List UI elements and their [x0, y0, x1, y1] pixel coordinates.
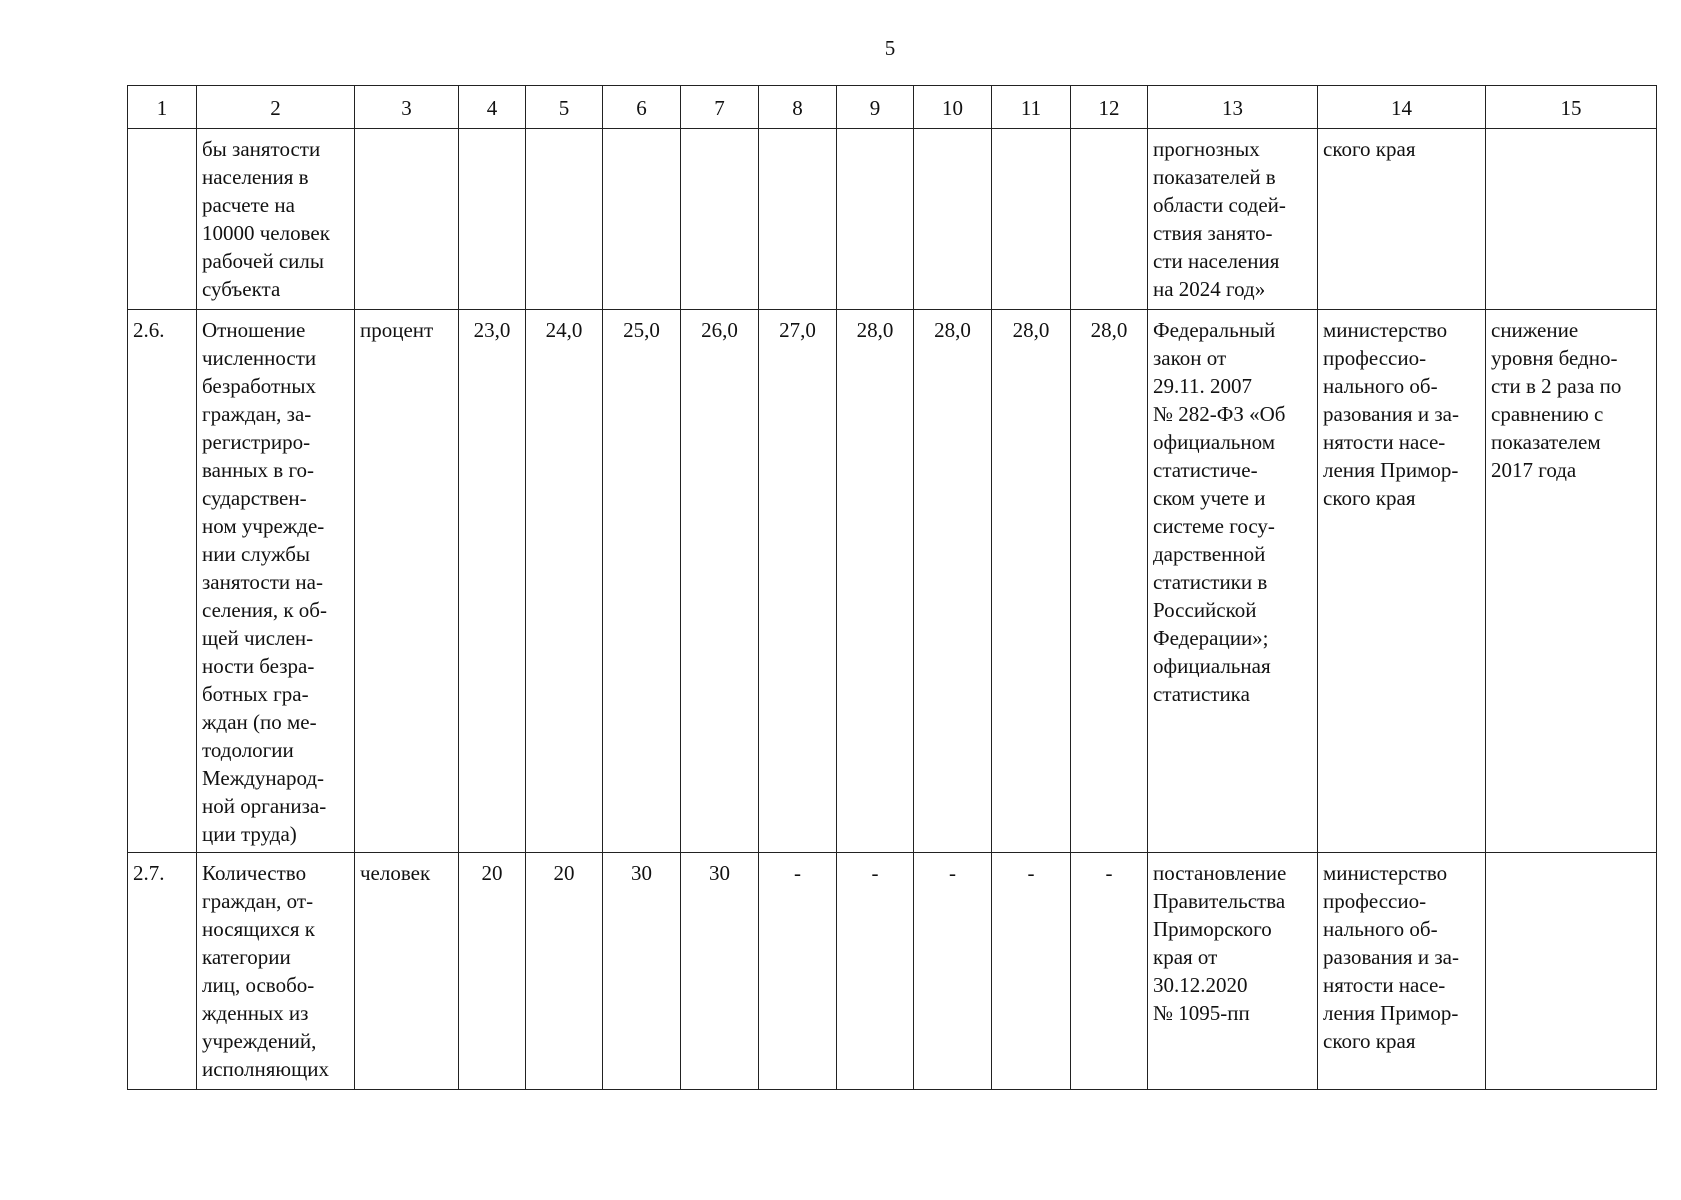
- column-header: 9: [837, 86, 914, 129]
- indicators-table: [127, 85, 1657, 1090]
- table-row: [128, 129, 1657, 310]
- column-header: 12: [1071, 86, 1148, 129]
- value-cell: -: [992, 853, 1071, 1090]
- responsible-cell: ского края: [1318, 129, 1486, 310]
- column-header: 3: [355, 86, 459, 129]
- value-cell: -: [1071, 853, 1148, 1090]
- unit-cell: человек: [355, 853, 459, 1090]
- value-cell: 28,0: [1071, 310, 1148, 853]
- result-cell: [1486, 129, 1657, 310]
- column-header: 8: [759, 86, 837, 129]
- value-cell: [1071, 129, 1148, 310]
- column-header: 1: [128, 86, 197, 129]
- column-header: 10: [914, 86, 992, 129]
- value-cell: 30: [681, 853, 759, 1090]
- row-number-cell: 2.7.: [128, 853, 197, 1090]
- value-cell: 20: [459, 853, 526, 1090]
- value-cell: -: [914, 853, 992, 1090]
- value-cell: 27,0: [759, 310, 837, 853]
- header-row: [128, 86, 1657, 129]
- unit-cell: [355, 129, 459, 310]
- row-number-cell: [128, 129, 197, 310]
- value-cell: [526, 129, 603, 310]
- value-cell: -: [837, 853, 914, 1090]
- value-cell: [914, 129, 992, 310]
- value-cell: 30: [603, 853, 681, 1090]
- row-number-cell: 2.6.: [128, 310, 197, 853]
- value-cell: 25,0: [603, 310, 681, 853]
- column-header: 7: [681, 86, 759, 129]
- source-cell: постановление Правительства Приморского края от 30.12.2020 № 1095-пп: [1148, 853, 1318, 1090]
- column-header: 5: [526, 86, 603, 129]
- indicator-name-cell: Количество граждан, от- носящихся к категории лиц, освобо- жденных из учреждений, исполняющих: [197, 853, 355, 1090]
- value-cell: 20: [526, 853, 603, 1090]
- value-cell: 23,0: [459, 310, 526, 853]
- value-cell: [837, 129, 914, 310]
- value-cell: [603, 129, 681, 310]
- unit-cell: процент: [355, 310, 459, 853]
- table-row: [128, 853, 1657, 1090]
- value-cell: [759, 129, 837, 310]
- value-cell: 24,0: [526, 310, 603, 853]
- responsible-cell: министерство профессио- нального об- разования и за- нятости насе- ления Примор- ского края: [1318, 310, 1486, 853]
- column-header: 11: [992, 86, 1071, 129]
- source-cell: Федеральный закон от 29.11. 2007 № 282-ФЗ «Об официальном статистиче- ском учете и системе госу- дарственной статистики в Российской Федерации»; официальная статистика: [1148, 310, 1318, 853]
- source-cell: прогнозных показателей в области содей- ствия занято- сти населения на 2024 год»: [1148, 129, 1318, 310]
- column-header: 4: [459, 86, 526, 129]
- value-cell: [459, 129, 526, 310]
- indicator-name-cell: бы занятости населения в расчете на 10000 человек рабочей силы субъекта: [197, 129, 355, 310]
- column-header: 13: [1148, 86, 1318, 129]
- responsible-cell: министерство профессио- нального об- разования и за- нятости насе- ления Примор- ского края: [1318, 853, 1486, 1090]
- result-cell: [1486, 853, 1657, 1090]
- value-cell: [992, 129, 1071, 310]
- column-header: 14: [1318, 86, 1486, 129]
- value-cell: -: [759, 853, 837, 1090]
- value-cell: 28,0: [992, 310, 1071, 853]
- value-cell: 28,0: [837, 310, 914, 853]
- value-cell: [681, 129, 759, 310]
- page-number: 5: [884, 36, 896, 60]
- column-header: 2: [197, 86, 355, 129]
- column-header: 6: [603, 86, 681, 129]
- value-cell: 26,0: [681, 310, 759, 853]
- column-header: 15: [1486, 86, 1657, 129]
- table-row: [128, 310, 1657, 853]
- indicator-name-cell: Отношение численности безработных граждан, за- регистриро- ванных в го- сударствен- ном учрежде- нии службы занятости на- селения, к об- щей числен- ности безра- ботных гра- ждан (по ме- тодологии Международ- ной организа- ции труда): [197, 310, 355, 853]
- value-cell: 28,0: [914, 310, 992, 853]
- result-cell: снижение уровня бедно- сти в 2 раза по сравнению с показателем 2017 года: [1486, 310, 1657, 853]
